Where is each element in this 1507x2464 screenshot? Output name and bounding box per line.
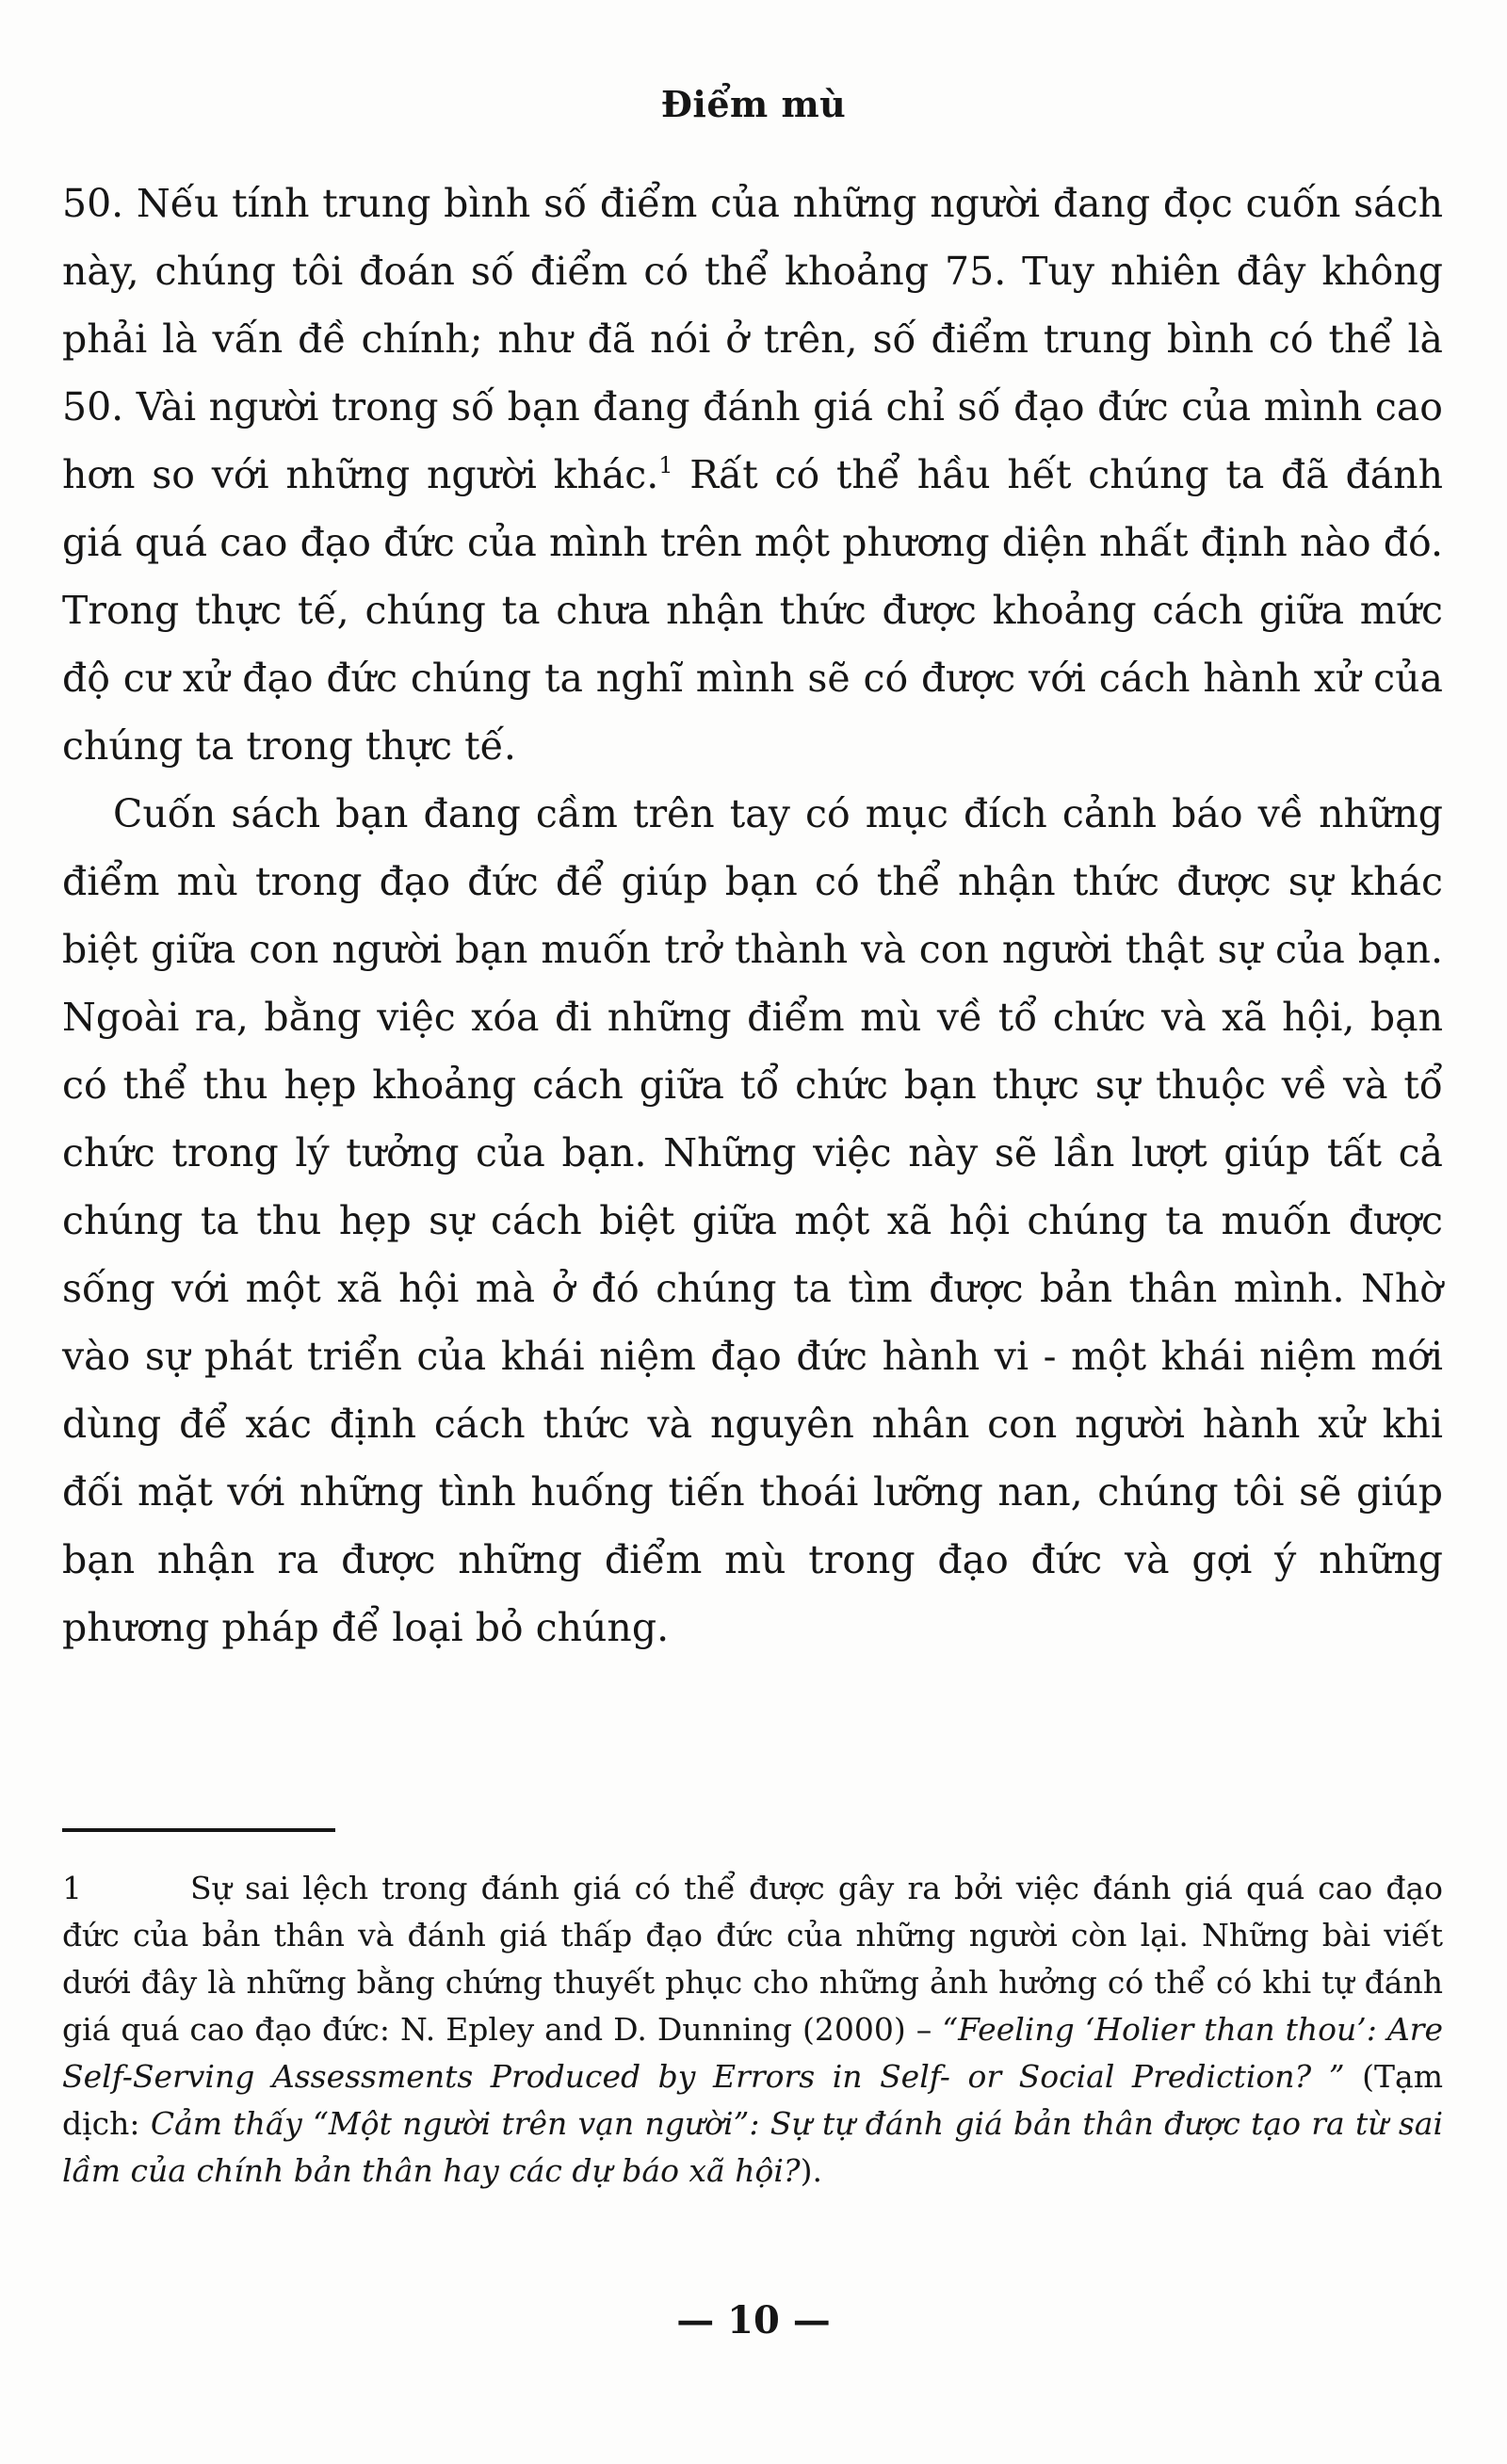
paragraph-1 xyxy=(62,170,1443,780)
main-text-block xyxy=(62,170,1443,1662)
paragraph-1-text-continued: Rất có thể hầu hết chúng ta đã đánh giá quá cao đạo đức của mình trên một phương diện nhất định nào đó. Trong thực tế, chúng ta chưa nhận thức được khoảng cách giữa mức độ cư xử đạo đức chúng ta nghĩ mình sẽ có được với cách hành xử của chúng ta trong thực tế. xyxy=(62,452,1443,769)
footnote-text: Sự sai lệch trong đánh giá có thể được gây ra bởi việc đánh giá quá cao đạo đức của bản thân và đánh giá thấp đạo đức của những người còn lại. Những bài viết dưới đây là những bằng chứng thuyết phục cho những ảnh hưởng có thể có khi tự đánh giá quá cao đạo đức: N. Epley and D. Dunning (2000) – xyxy=(62,1870,1443,2048)
footnote-translated-title: Cảm thấy “Một người trên vạn người”: Sự tự đánh giá bản thân được tạo ra từ sai lầm của chính bản thân hay các dự báo xã hội? xyxy=(62,2105,1443,2189)
footnote-reference-1: 1 xyxy=(658,452,673,478)
footnote-translation-label: (Tạm dịch: xyxy=(62,2058,1444,2142)
footnote-1 xyxy=(62,1865,1443,2195)
footnote-divider xyxy=(62,1828,335,1832)
page-number: — 10 — xyxy=(676,2298,831,2342)
footnote-cited-title: “Feeling ‘Holier than thou’: Are Self-Serving Assessments Produced by Errors in Self- or Social Prediction? ” xyxy=(62,2011,1443,2095)
footnote-number: 1 xyxy=(62,1870,82,1906)
paragraph-1-text: 50. Nếu tính trung bình số điểm của những người đang đọc cuốn sách này, chúng tôi đoán số điểm có thể khoảng 75. Tuy nhiên đây không phải là vấn đề chính; như đã nói ở trên, số điểm trung bình có thể là 50. Vài người trong số bạn đang đánh giá chỉ số đạo đức của mình cao hơn so với những người khác. xyxy=(62,181,1443,497)
running-header-title: Điểm mù xyxy=(660,83,847,125)
footnote-end: ). xyxy=(800,2152,822,2189)
paragraph-2: Cuốn sách bạn đang cầm trên tay có mục đích cảnh báo về những điểm mù trong đạo đức để giúp bạn có thể nhận thức được sự khác biệt giữa con người bạn muốn trở thành và con người thật sự của bạn. Ngoài ra, bằng việc xóa đi những điểm mù về tổ chức và xã hội, bạn có thể thu hẹp khoảng cách giữa tổ chức bạn thực sự thuộc về và tổ chức trong lý tưởng của bạn. Những việc này sẽ lần lượt giúp tất cả chúng ta thu hẹp sự cách biệt giữa một xã hội chúng ta muốn được sống với một xã hội mà ở đó chúng ta tìm được bản thân mình. Nhờ vào sự phát triển của khái niệm đạo đức hành vi - một khái niệm mới dùng để xác định cách thức và nguyên nhân con người hành xử khi đối mặt với những tình huống tiến thoái lưỡng nan, chúng tôi sẽ giúp bạn nhận ra được những điểm mù trong đạo đức và gợi ý những phương pháp để loại bỏ chúng. xyxy=(62,791,1443,1650)
